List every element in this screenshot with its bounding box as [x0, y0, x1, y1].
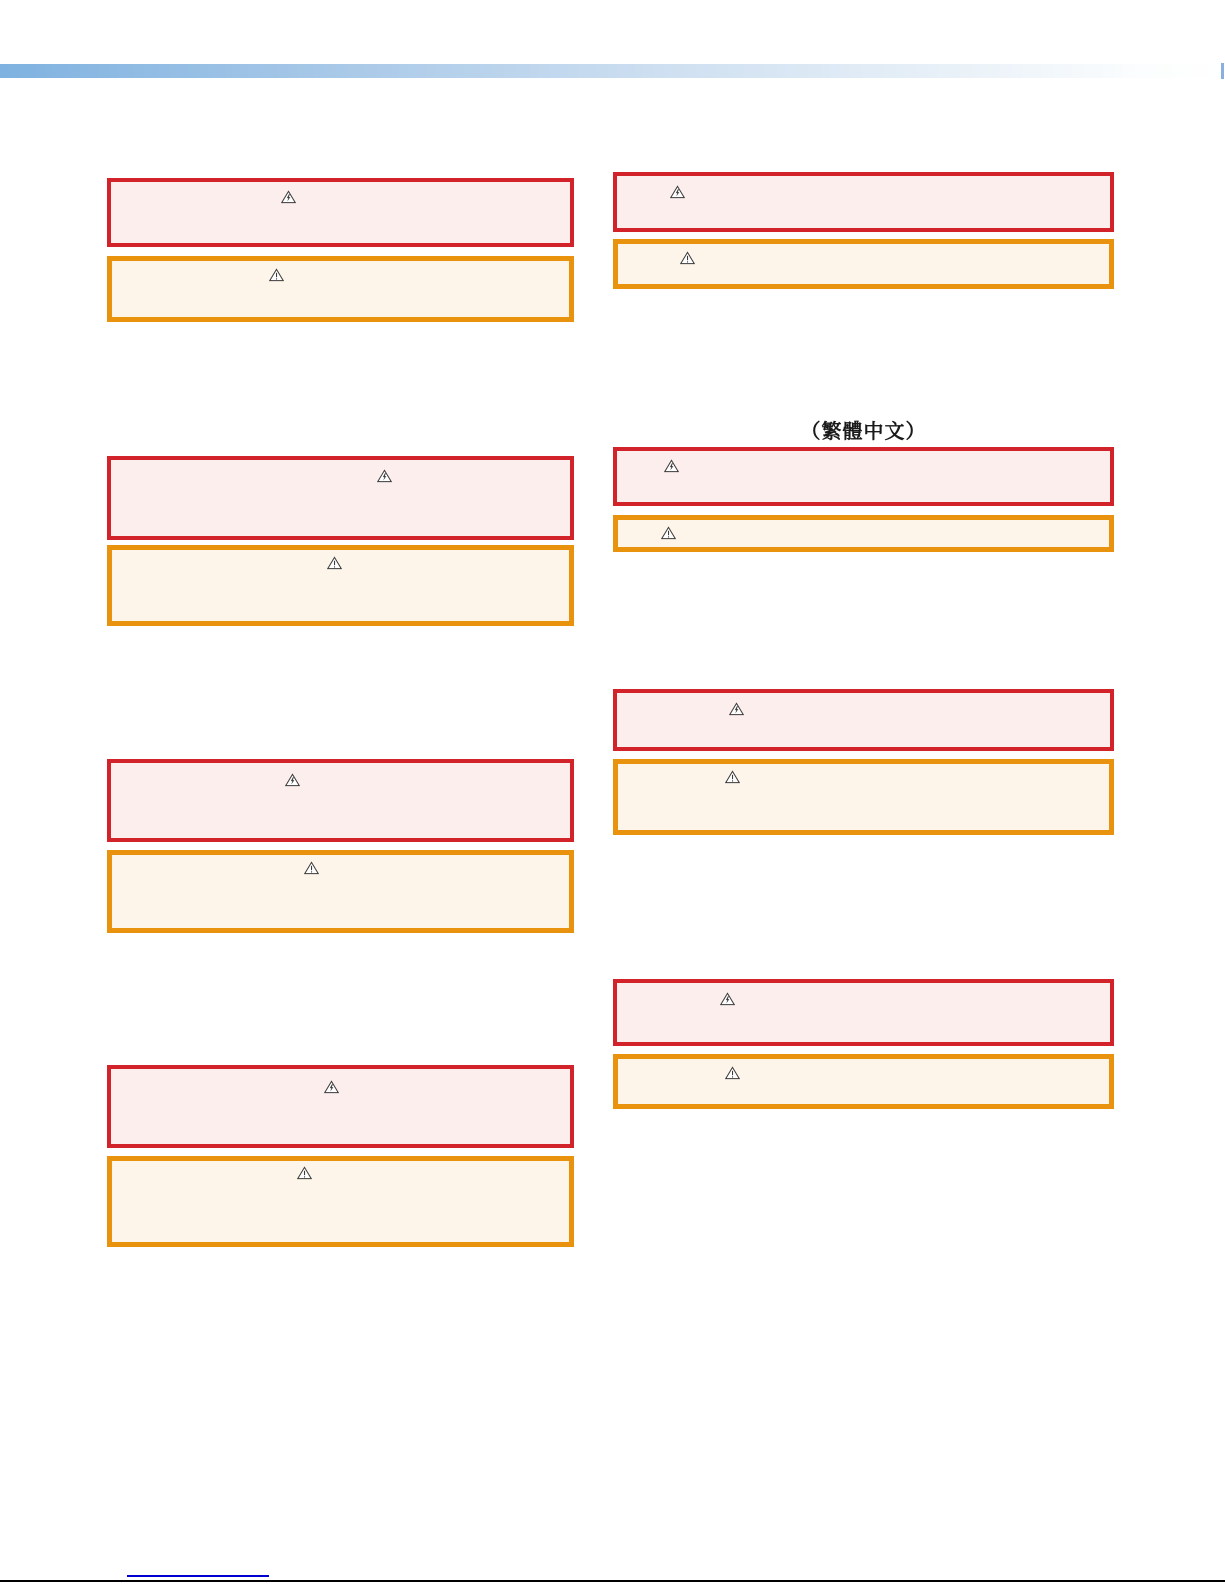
caution-icon	[297, 1166, 312, 1180]
high-voltage-icon	[285, 773, 300, 787]
high-voltage-icon	[281, 190, 296, 204]
caution-box	[107, 1156, 574, 1247]
caution-icon	[680, 251, 695, 265]
high-voltage-icon	[670, 185, 685, 199]
caution-box	[613, 1054, 1114, 1109]
header-gradient-bar	[0, 64, 1225, 78]
warning-box	[613, 979, 1114, 1046]
warning-box	[107, 456, 574, 540]
footer-link[interactable]	[127, 1560, 269, 1577]
high-voltage-icon	[729, 702, 744, 716]
caution-icon	[304, 861, 319, 875]
caution-icon	[725, 1066, 740, 1080]
page-bottom-rule	[0, 1580, 1225, 1582]
caution-box	[613, 239, 1114, 289]
caution-box	[107, 256, 574, 322]
header-bar-end-tick	[1221, 63, 1224, 79]
caution-box	[613, 515, 1114, 552]
warning-box	[107, 1065, 574, 1148]
high-voltage-icon	[324, 1080, 339, 1094]
high-voltage-icon	[377, 469, 392, 483]
warning-box	[107, 178, 574, 247]
caution-box	[613, 759, 1114, 835]
high-voltage-icon	[664, 459, 679, 473]
caution-icon	[661, 526, 676, 540]
caution-icon	[725, 770, 740, 784]
caution-icon	[269, 268, 284, 282]
caution-box	[107, 850, 574, 933]
warning-box	[107, 759, 574, 842]
language-heading: （繁體中文）	[800, 419, 927, 443]
caution-box	[107, 545, 574, 626]
high-voltage-icon	[720, 992, 735, 1006]
caution-icon	[327, 556, 342, 570]
warning-box	[613, 447, 1114, 506]
warning-box	[613, 172, 1114, 232]
warning-box	[613, 689, 1114, 751]
